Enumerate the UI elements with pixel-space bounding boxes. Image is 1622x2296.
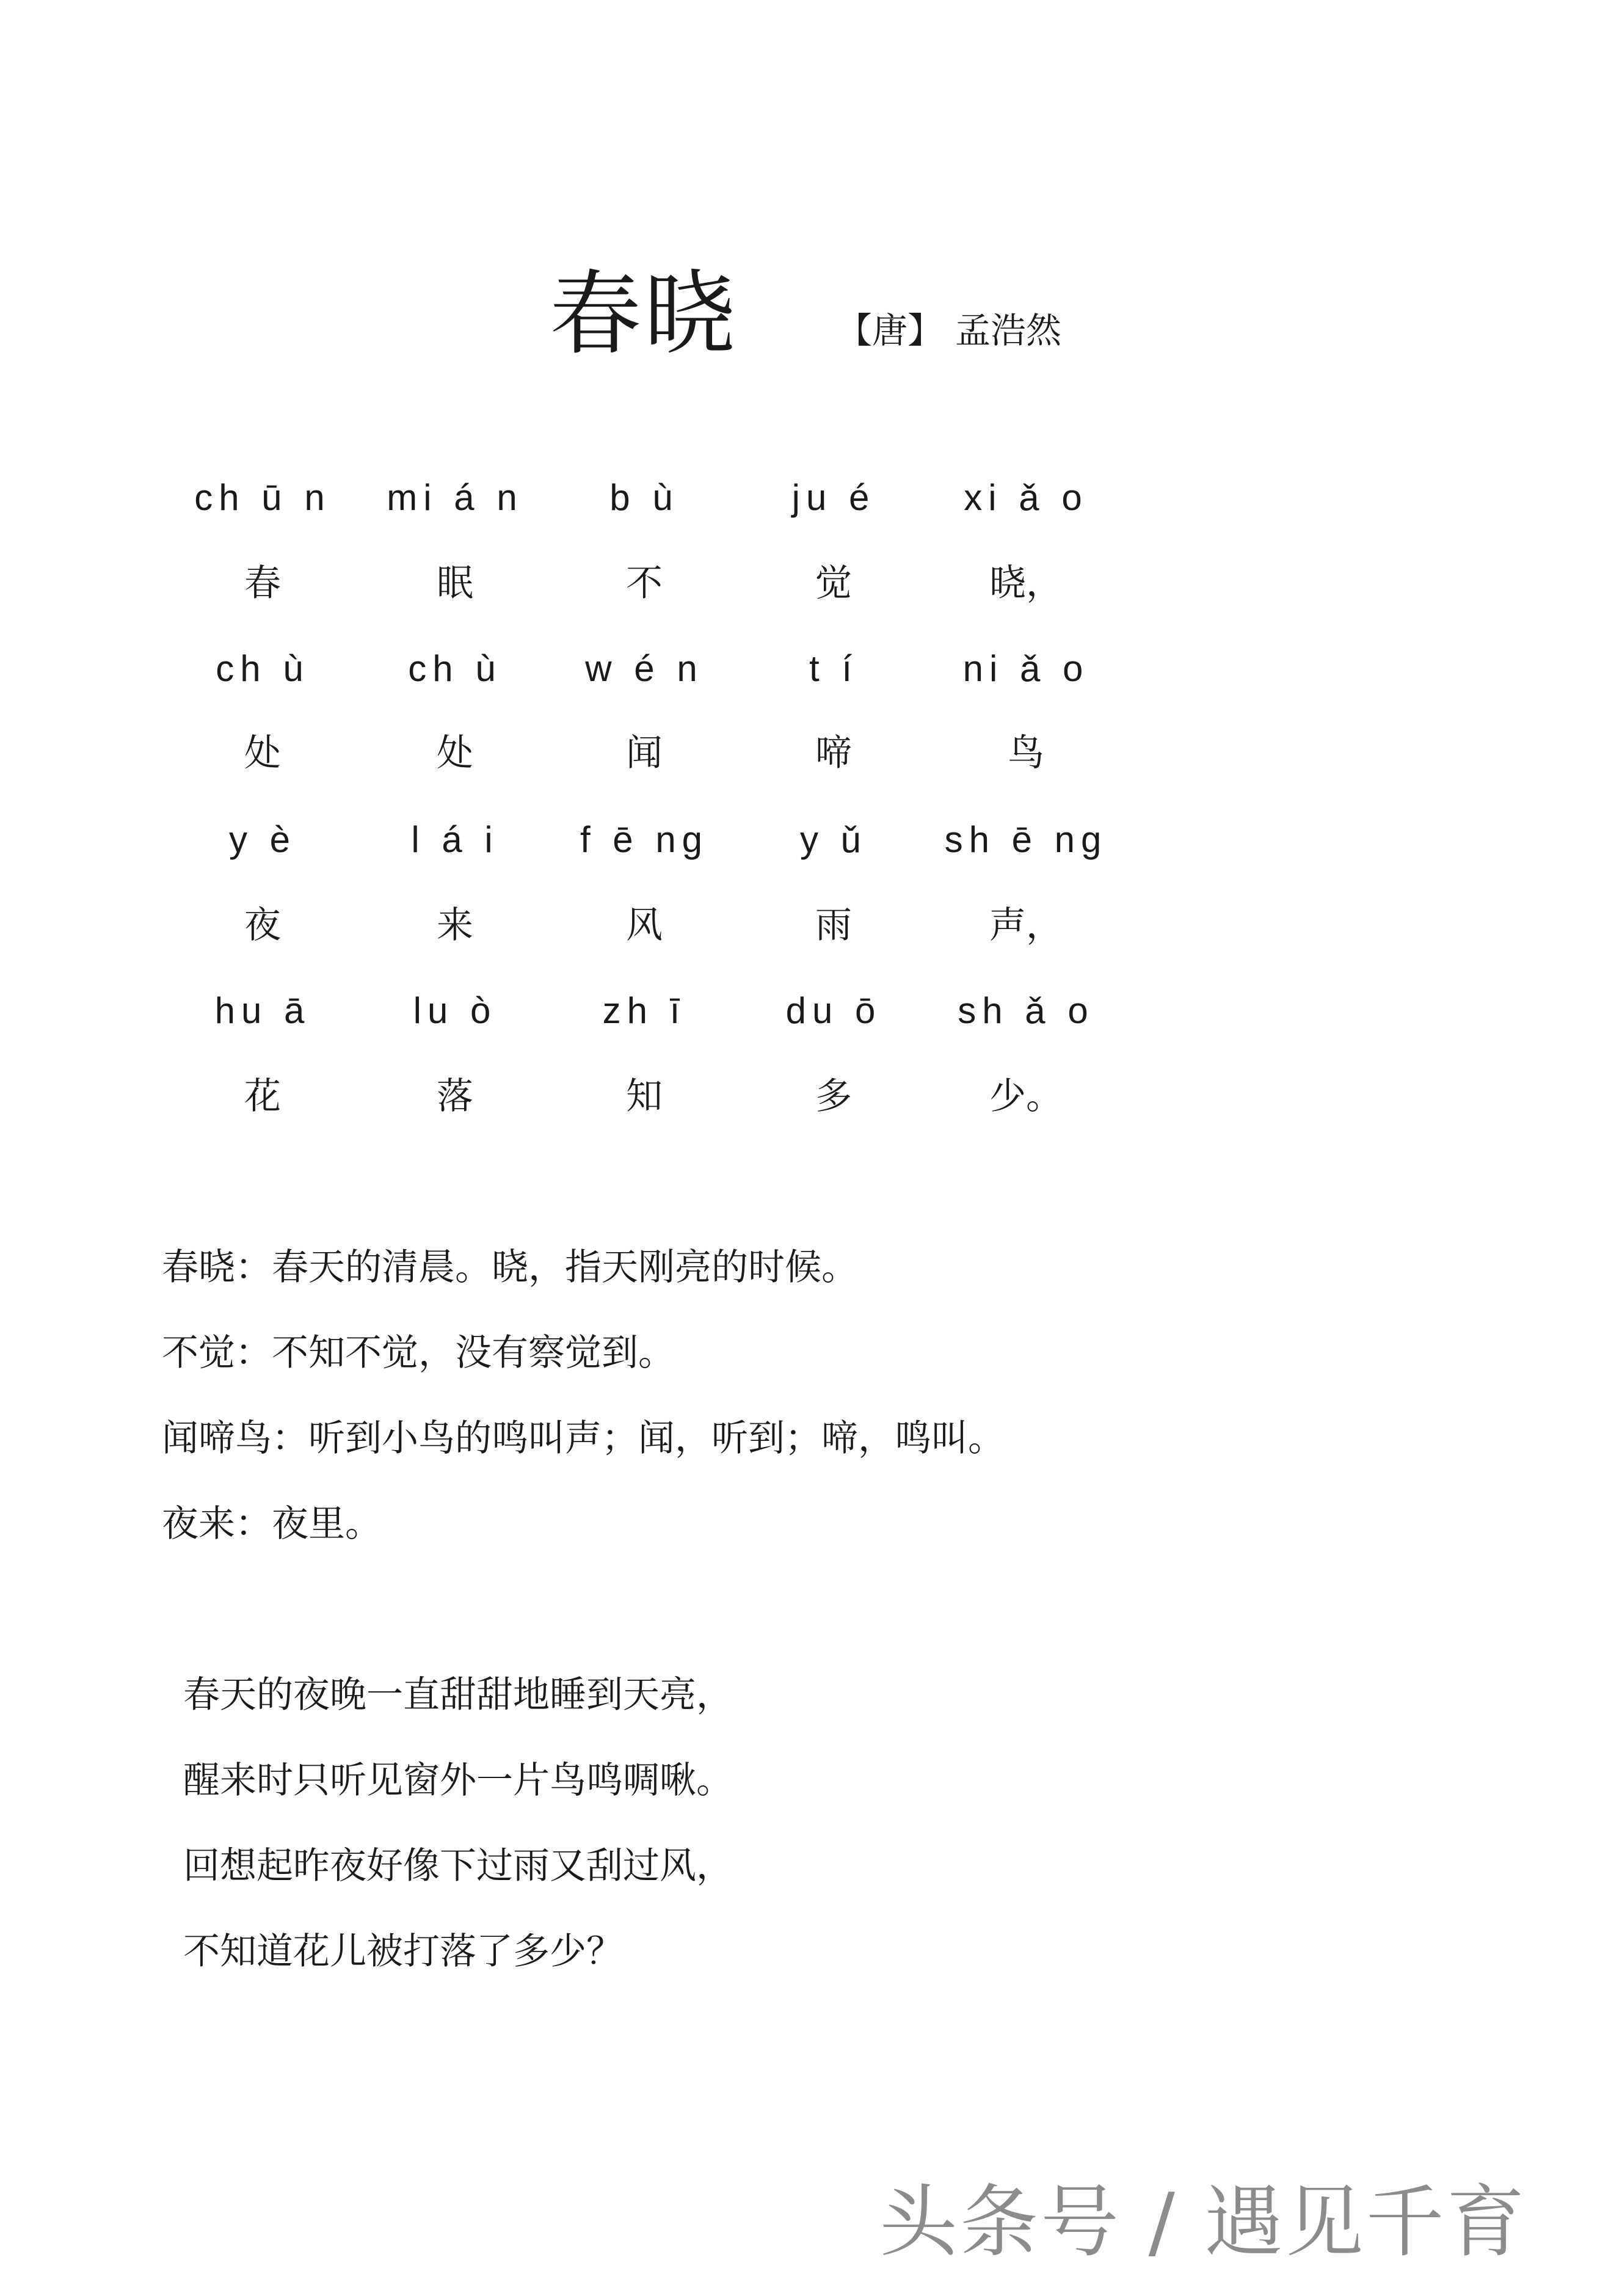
- watermark: 头条号 / 遇见千育: [879, 2177, 1527, 2268]
- author-name: 孟浩然: [955, 310, 1062, 351]
- note-line: 夜来：夜里。: [162, 1503, 382, 1545]
- author-line: [837, 310, 1062, 351]
- pinyin-cell: l á i: [411, 819, 499, 860]
- hanzi-cell: 知: [626, 1075, 663, 1118]
- hanzi-cell: 处: [244, 732, 281, 774]
- hanzi-cell: 多: [815, 1075, 852, 1118]
- hanzi-cell: 眠: [437, 562, 473, 605]
- hanzi-cell: 不: [626, 562, 663, 605]
- hanzi-cell: 风: [626, 904, 663, 947]
- translation-line: 醒来时只听见窗外一片鸟鸣啁啾。: [183, 1759, 733, 1802]
- pinyin-cell: mi á n: [387, 477, 523, 518]
- pinyin-cell: b ù: [609, 477, 679, 518]
- pinyin-cell: t í: [809, 648, 858, 689]
- pinyin-cell: xi ǎ o: [964, 477, 1088, 518]
- pinyin-cell: ch ū n: [194, 477, 331, 518]
- hanzi-cell: 雨: [815, 904, 852, 947]
- note-line: 不觉：不知不觉，没有察觉到。: [162, 1332, 675, 1374]
- note-line: 闻啼鸟：听到小鸟的鸣叫声；闻，听到；啼，鸣叫。: [162, 1417, 1005, 1460]
- pinyin-cell: du ō: [785, 990, 882, 1031]
- pinyin-cell: ch ù: [216, 648, 310, 689]
- note-line: 春晓：春天的清晨。晓，指天刚亮的时候。: [162, 1246, 858, 1289]
- pinyin-cell: ch ù: [408, 648, 502, 689]
- pinyin-cell: f ē ng: [580, 819, 709, 860]
- hanzi-cell: 处: [437, 732, 473, 774]
- pinyin-cell: w é n: [585, 648, 704, 689]
- hanzi-cell: 夜: [244, 904, 281, 947]
- pinyin-cell: zh ī: [602, 990, 686, 1031]
- hanzi-cell: 鸟: [1008, 732, 1044, 774]
- pinyin-cell: y è: [228, 819, 297, 860]
- pinyin-cell: ju é: [791, 477, 876, 518]
- hanzi-cell: 春: [244, 562, 281, 605]
- pinyin-cell: ni ǎ o: [962, 648, 1089, 689]
- pinyin-cell: lu ò: [413, 990, 497, 1031]
- pinyin-cell: sh ē ng: [944, 819, 1108, 860]
- hanzi-cell: 晓，: [989, 562, 1063, 605]
- translation-line: 春天的夜晚一直甜甜地睡到天亮，: [183, 1674, 733, 1716]
- hanzi-cell: 花: [244, 1075, 281, 1118]
- hanzi-cell: 少。: [989, 1075, 1063, 1118]
- pinyin-cell: sh ǎ o: [958, 990, 1094, 1031]
- pinyin-cell: hu ā: [214, 990, 311, 1031]
- hanzi-cell: 落: [437, 1075, 473, 1118]
- dynasty-label: 【唐】: [837, 310, 944, 351]
- hanzi-cell: 啼: [815, 732, 852, 774]
- hanzi-cell: 声，: [989, 904, 1063, 947]
- hanzi-cell: 来: [437, 904, 473, 947]
- translation-line: 不知道花儿被打落了多少？: [183, 1930, 623, 1973]
- pinyin-cell: y ǔ: [799, 819, 868, 860]
- hanzi-cell: 觉: [815, 562, 852, 605]
- translation-line: 回想起昨夜好像下过雨又刮过风，: [183, 1845, 733, 1887]
- poem-title: 春晓: [550, 261, 738, 368]
- hanzi-cell: 闻: [626, 732, 663, 774]
